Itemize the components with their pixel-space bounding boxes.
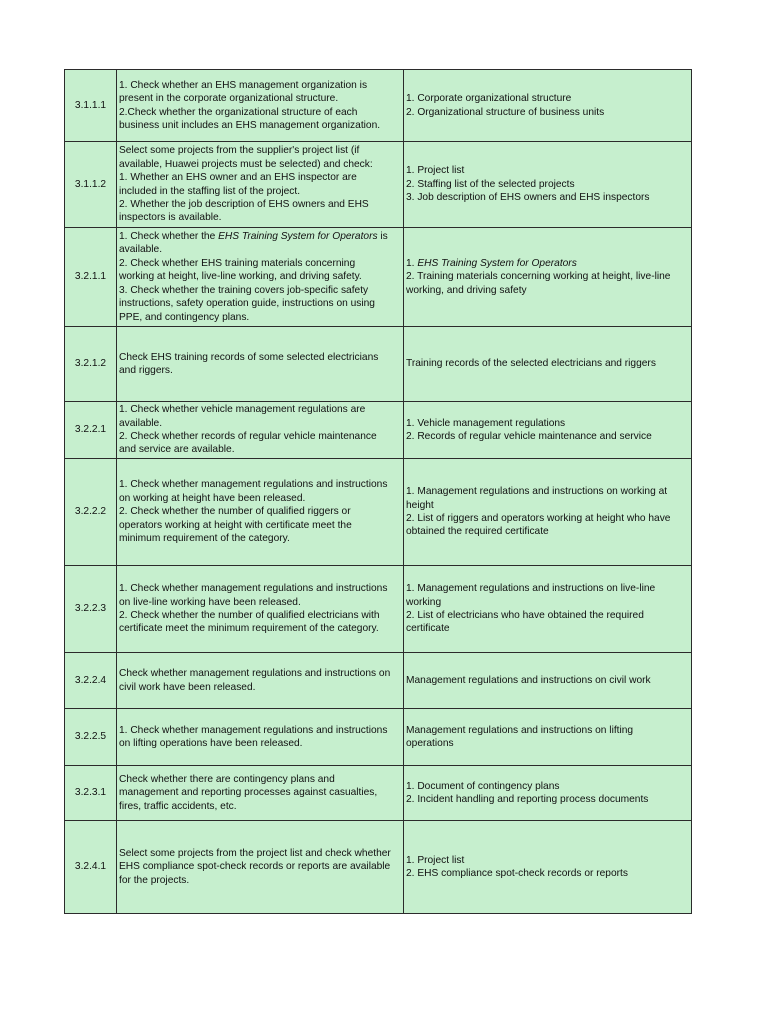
evidence-line: height xyxy=(406,499,434,511)
check-method-line: fires, traffic accidents, etc. xyxy=(119,800,237,812)
item-code-cell: 3.2.2.3 xyxy=(65,566,117,653)
check-method-line: 1. Check whether management regulations and instructions xyxy=(119,479,388,491)
table-row xyxy=(65,402,692,459)
evidence-line: 3. Job description of EHS owners and EHS inspectors xyxy=(406,192,650,204)
evidence-line: Training records of the selected electricians and riggers xyxy=(406,358,656,370)
evidence-cell xyxy=(404,402,692,459)
evidence-line: 1. EHS Training System for Operators xyxy=(406,257,577,269)
check-method-line: available. xyxy=(119,244,163,256)
check-method-line: 2. Check whether the number of qualified electricians with xyxy=(119,610,380,621)
evidence-line: 2. List of riggers and operators working at height who have xyxy=(406,513,671,524)
item-code-cell: 3.1.1.1 xyxy=(65,70,117,142)
check-method-line: 2. Whether the job description of EHS owners and EHS xyxy=(119,198,369,210)
check-method-cell xyxy=(117,402,404,459)
check-method-cell xyxy=(117,653,404,709)
evidence-line: 2. Staffing list of the selected projects xyxy=(406,178,575,190)
check-method-line: Select some projects from the project list and check whether xyxy=(119,847,391,859)
table-row xyxy=(65,142,692,228)
check-method-line: inspectors is available. xyxy=(119,212,222,224)
check-method-line: 3. Check whether the training covers job-specific safety xyxy=(119,284,369,296)
evidence-line: 1. Document of contingency plans xyxy=(406,780,560,792)
check-method-line: minimum requirement of the category. xyxy=(119,533,290,545)
requirements-table xyxy=(64,69,692,914)
item-code-cell: 3.2.4.1 xyxy=(65,821,117,914)
evidence-line: obtained the required certificate xyxy=(406,526,549,538)
evidence-line: 1. Project list xyxy=(406,854,465,866)
evidence-cell xyxy=(404,653,692,709)
check-method-line: certificate meet the minimum requirement of the category. xyxy=(119,623,379,635)
check-method-line: operators working at height with certificate meet the xyxy=(119,519,352,531)
evidence-line: 2. Incident handling and reporting process documents xyxy=(406,794,649,805)
evidence-cell xyxy=(404,821,692,914)
check-method-line: 2. Check whether EHS training materials concerning xyxy=(119,257,356,269)
document-title: EHS Training System for Operators xyxy=(417,257,577,269)
check-method-cell xyxy=(117,766,404,821)
evidence-line: 1. Management regulations and instructions on working at xyxy=(406,486,668,498)
table-row xyxy=(65,821,692,914)
table-row xyxy=(65,228,692,327)
evidence-line: working, and driving safety xyxy=(406,284,527,296)
check-method-line: and riggers. xyxy=(119,365,173,376)
check-method-cell xyxy=(117,70,404,142)
check-method-line: available. xyxy=(119,417,163,429)
evidence-line: Management regulations and instructions on lifting xyxy=(406,724,634,736)
requirements-table-body xyxy=(65,70,692,914)
check-method-line: 2. Check whether the number of qualified riggers or xyxy=(119,506,351,518)
check-method-cell xyxy=(117,821,404,914)
evidence-cell xyxy=(404,142,692,228)
check-method-line: and service are available. xyxy=(119,444,235,456)
item-code-cell: 3.2.1.1 xyxy=(65,228,117,327)
item-code-cell: 3.2.1.2 xyxy=(65,327,117,402)
item-code-cell: 3.2.3.1 xyxy=(65,766,117,821)
item-code-cell: 3.2.2.4 xyxy=(65,653,117,709)
table-row xyxy=(65,459,692,566)
check-method-line: 1. Check whether the EHS Training System for Operators is xyxy=(119,231,388,243)
table-row xyxy=(65,653,692,709)
check-method-line: EHS compliance spot-check records or reports are available xyxy=(119,861,391,873)
evidence-line: Management regulations and instructions on civil work xyxy=(406,674,651,686)
check-method-line: instructions, safety operation guide, instructions on using xyxy=(119,298,375,310)
evidence-cell xyxy=(404,709,692,766)
item-code-cell: 3.2.2.1 xyxy=(65,402,117,459)
item-code-cell: 3.2.2.2 xyxy=(65,459,117,566)
table-row xyxy=(65,327,692,402)
evidence-line: 2. Training materials concerning working at height, live-line xyxy=(406,271,671,283)
check-method-line: 1. Check whether vehicle management regulations are xyxy=(119,404,366,416)
evidence-line: 2. Organizational structure of business units xyxy=(406,106,605,118)
evidence-cell xyxy=(404,327,692,402)
check-method-cell xyxy=(117,327,404,402)
evidence-cell xyxy=(404,566,692,653)
evidence-line: certificate xyxy=(406,623,450,635)
check-method-line: 2. Check whether records of regular vehicle maintenance xyxy=(119,431,377,442)
check-method-line: 1. Whether an EHS owner and an EHS inspector are xyxy=(119,172,357,184)
check-method-line: Check whether there are contingency plans and xyxy=(119,773,335,785)
evidence-line: 2. Records of regular vehicle maintenance and service xyxy=(406,431,652,442)
evidence-line: operations xyxy=(406,738,454,749)
evidence-line: 2. EHS compliance spot-check records or reports xyxy=(406,868,628,879)
item-code-cell: 3.2.2.5 xyxy=(65,709,117,766)
table-row xyxy=(65,766,692,821)
check-method-line: PPE, and contingency plans. xyxy=(119,311,250,323)
check-method-line: available, Huawei projects must be selected) and check: xyxy=(119,158,373,170)
check-method-line: on lifting operations have been released. xyxy=(119,738,303,749)
evidence-cell xyxy=(404,228,692,327)
check-method-line: management and reporting processes against casualties, xyxy=(119,787,378,799)
check-method-cell xyxy=(117,142,404,228)
evidence-cell xyxy=(404,459,692,566)
check-method-cell xyxy=(117,228,404,327)
check-method-line: business unit includes an EHS management organization. xyxy=(119,119,381,131)
evidence-line: 1. Corporate organizational structure xyxy=(406,93,572,105)
check-method-line: present in the corporate organizational structure. xyxy=(119,93,339,105)
check-method-line: for the projects. xyxy=(119,874,190,886)
evidence-cell xyxy=(404,766,692,821)
document-title: EHS Training System for Operators xyxy=(218,231,378,243)
check-method-line: 1. Check whether management regulations and instructions xyxy=(119,724,388,736)
evidence-line: 1. Management regulations and instructions on live-line xyxy=(406,583,656,595)
check-method-line: on working at height have been released. xyxy=(119,492,306,504)
check-method-line: Select some projects from the supplier's project list (if xyxy=(119,145,360,157)
evidence-line: 2. List of electricians who have obtained the required xyxy=(406,610,644,621)
check-method-cell xyxy=(117,459,404,566)
check-method-line: civil work have been released. xyxy=(119,681,256,693)
evidence-line: 1. Project list xyxy=(406,165,465,177)
check-method-line: included in the staffing list of the project. xyxy=(119,185,301,197)
check-method-line: 1. Check whether an EHS management organization is xyxy=(119,79,368,91)
check-method-line: on live-line working have been released. xyxy=(119,596,301,608)
evidence-cell xyxy=(404,70,692,142)
check-method-line: 2.Check whether the organizational structure of each xyxy=(119,106,358,118)
table-row xyxy=(65,70,692,142)
item-code-cell: 3.1.1.2 xyxy=(65,142,117,228)
check-method-line: 1. Check whether management regulations and instructions xyxy=(119,583,388,595)
evidence-line: working xyxy=(406,596,442,608)
evidence-line: 1. Vehicle management regulations xyxy=(406,417,566,429)
check-method-line: working at height, live-line working, and driving safety. xyxy=(119,271,362,283)
check-method-line: Check whether management regulations and instructions on xyxy=(119,668,391,680)
table-row xyxy=(65,566,692,653)
check-method-cell xyxy=(117,709,404,766)
check-method-cell xyxy=(117,566,404,653)
check-method-line: Check EHS training records of some selected electricians xyxy=(119,351,379,363)
table-row xyxy=(65,709,692,766)
